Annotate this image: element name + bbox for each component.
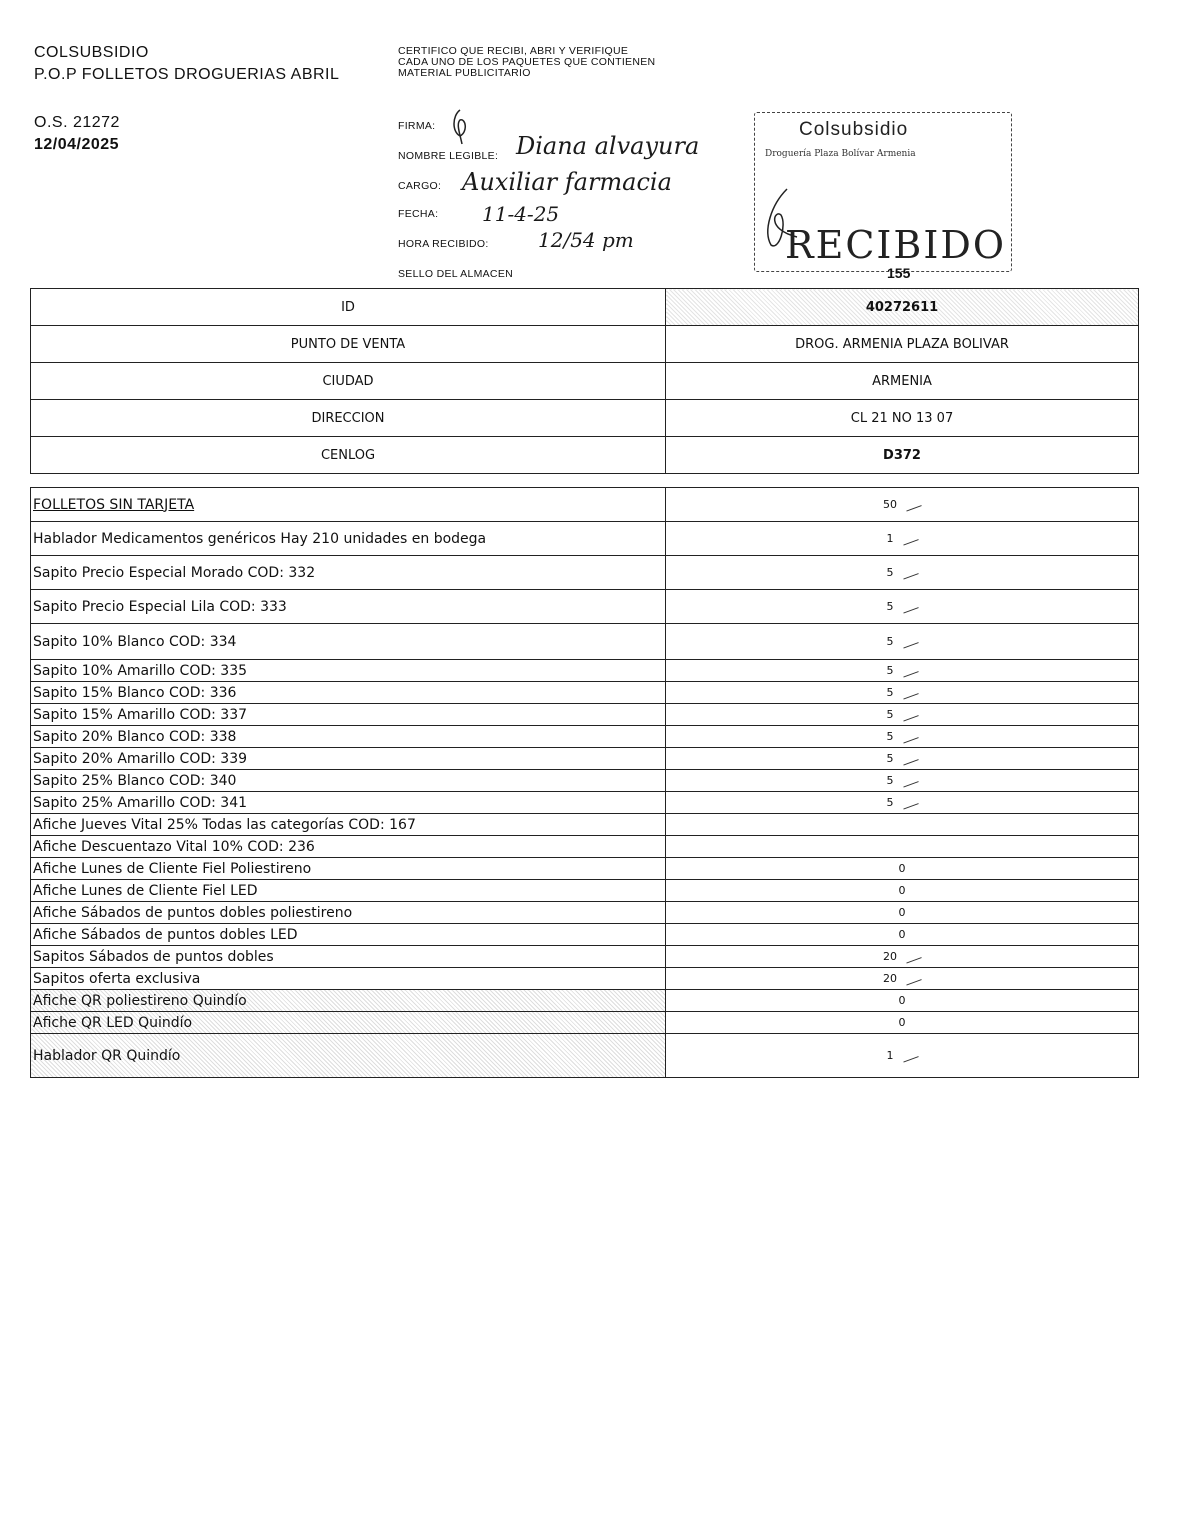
items-table [30, 487, 1139, 1078]
item-label: Sapito 15% Blanco COD: 336 [31, 682, 666, 704]
item-qty-cell [666, 946, 1139, 968]
item-qty-cell [666, 1012, 1139, 1034]
item-qty-cell [666, 704, 1139, 726]
check-mark-icon [901, 567, 918, 579]
item-qty-cell [666, 770, 1139, 792]
item-row [31, 792, 1139, 814]
stamp-brand: Colsubsidio [799, 119, 909, 140]
check-mark-icon [904, 499, 921, 511]
hora-label: HORA RECIBIDO: [398, 238, 489, 250]
item-label: FOLLETOS SIN TARJETA [31, 488, 666, 522]
pv-label: PUNTO DE VENTA [31, 326, 666, 363]
item-row [31, 990, 1139, 1012]
address-label: DIRECCION [31, 400, 666, 437]
item-label: Afiche Jueves Vital 25% Todas las categorías COD: 167 [31, 814, 666, 836]
cenlog-value: D372 [666, 437, 1139, 474]
document-header [34, 42, 339, 156]
store-row-id [31, 289, 1139, 326]
item-qty: 20 [883, 972, 897, 985]
item-label: Afiche Sábados de puntos dobles poliestireno [31, 902, 666, 924]
item-qty-cell [666, 968, 1139, 990]
item-qty: 1 [886, 1049, 894, 1062]
item-row [31, 556, 1139, 590]
item-qty: 5 [886, 686, 894, 699]
cargo-label: CARGO: [398, 180, 442, 192]
item-label: Afiche Descuentazo Vital 10% COD: 236 [31, 836, 666, 858]
item-qty: 5 [886, 566, 894, 579]
item-row [31, 488, 1139, 522]
city-label: CIUDAD [31, 363, 666, 400]
check-mark-icon [901, 665, 918, 677]
item-qty: 50 [883, 498, 897, 511]
item-qty-cell [666, 990, 1139, 1012]
item-row [31, 704, 1139, 726]
check-mark-icon [901, 775, 918, 787]
item-qty-cell [666, 902, 1139, 924]
item-qty: 0 [898, 994, 906, 1007]
id-value: 40272611 [666, 289, 1139, 326]
item-row [31, 836, 1139, 858]
item-row [31, 814, 1139, 836]
check-mark-icon [901, 1050, 918, 1062]
item-label: Hablador Medicamentos genéricos Hay 210 unidades en bodega [31, 522, 666, 556]
hora-handwritten: 12/54 pm [538, 228, 634, 252]
item-qty-cell [666, 556, 1139, 590]
signature-mark [448, 106, 474, 146]
item-qty: 0 [898, 884, 906, 897]
order-number: O.S. 21272 [34, 114, 120, 131]
item-label: Sapito 15% Amarillo COD: 337 [31, 704, 666, 726]
item-label: Afiche QR poliestireno Quindío [31, 990, 666, 1012]
item-label: Sapito 10% Blanco COD: 334 [31, 624, 666, 660]
item-row [31, 880, 1139, 902]
item-qty-cell [666, 858, 1139, 880]
item-row [31, 522, 1139, 556]
item-row [31, 726, 1139, 748]
item-row [31, 748, 1139, 770]
store-row-cenlog [31, 437, 1139, 474]
item-row [31, 858, 1139, 880]
item-row [31, 924, 1139, 946]
item-qty-cell [666, 836, 1139, 858]
item-label: Sapito 20% Blanco COD: 338 [31, 726, 666, 748]
item-row [31, 1012, 1139, 1034]
item-label: Afiche Lunes de Cliente Fiel Poliestireno [31, 858, 666, 880]
item-qty-cell [666, 522, 1139, 556]
item-qty: 5 [886, 774, 894, 787]
check-mark-icon [904, 951, 921, 963]
store-row-city [31, 363, 1139, 400]
item-qty: 5 [886, 635, 894, 648]
item-qty-cell [666, 748, 1139, 770]
check-mark-icon [904, 973, 921, 985]
item-qty-cell [666, 624, 1139, 660]
item-qty-cell [666, 726, 1139, 748]
nombre-label: NOMBRE LEGIBLE: [398, 150, 499, 162]
stamp-subtitle: Droguería Plaza Bolívar Armenia [765, 149, 916, 159]
company-name: COLSUBSIDIO [34, 44, 149, 61]
item-qty: 0 [898, 928, 906, 941]
item-qty: 1 [886, 532, 894, 545]
item-qty-cell [666, 814, 1139, 836]
firma-label: FIRMA: [398, 120, 436, 132]
sello-label: SELLO DEL ALMACEN [398, 268, 514, 280]
item-label: Sapitos Sábados de puntos dobles [31, 946, 666, 968]
check-mark-icon [901, 753, 918, 765]
check-mark-icon [901, 601, 918, 613]
item-qty-cell [666, 880, 1139, 902]
check-mark-icon [901, 797, 918, 809]
fecha-handwritten: 11-4-25 [482, 202, 560, 226]
item-row [31, 770, 1139, 792]
check-mark-icon [901, 687, 918, 699]
item-qty-cell [666, 682, 1139, 704]
item-qty: 0 [898, 906, 906, 919]
received-stamp [754, 112, 1012, 281]
certification-text: CERTIFICO QUE RECIBI, ABRI Y VERIFIQUE CADA UNO DE LOS PAQUETES QUE CONTIENEN MATERIAL PUBLICITARIO [398, 45, 656, 79]
item-row [31, 624, 1139, 660]
item-label: Hablador QR Quindío [31, 1034, 666, 1078]
pv-value: DROG. ARMENIA PLAZA BOLIVAR [666, 326, 1139, 363]
item-qty-cell [666, 590, 1139, 624]
check-mark-icon [901, 709, 918, 721]
item-qty: 0 [898, 862, 906, 875]
item-row [31, 902, 1139, 924]
item-label: Afiche Sábados de puntos dobles LED [31, 924, 666, 946]
cargo-handwritten: Auxiliar farmacia [462, 168, 672, 196]
check-mark-icon [901, 731, 918, 743]
store-info-table [30, 288, 1139, 474]
campaign-title: P.O.P FOLLETOS DROGUERIAS ABRIL [34, 66, 340, 83]
item-qty: 0 [898, 1016, 906, 1029]
item-qty: 5 [886, 752, 894, 765]
item-row [31, 968, 1139, 990]
item-qty-cell [666, 924, 1139, 946]
fecha-label: FECHA: [398, 208, 439, 220]
item-qty-cell [666, 660, 1139, 682]
stamp-number: 155 [887, 265, 911, 281]
item-row [31, 1034, 1139, 1078]
item-row [31, 590, 1139, 624]
item-row [31, 682, 1139, 704]
cenlog-label: CENLOG [31, 437, 666, 474]
city-value: ARMENIA [666, 363, 1139, 400]
check-mark-icon [901, 636, 918, 648]
item-qty-cell [666, 1034, 1139, 1078]
stamp-status: RECIBIDO [785, 223, 1006, 267]
id-label: ID [31, 289, 666, 326]
item-qty-cell [666, 488, 1139, 522]
item-qty-cell [666, 792, 1139, 814]
item-qty: 20 [883, 950, 897, 963]
item-label: Sapito 25% Amarillo COD: 341 [31, 792, 666, 814]
item-qty: 5 [886, 796, 894, 809]
address-value: CL 21 NO 13 07 [666, 400, 1139, 437]
item-qty: 5 [886, 730, 894, 743]
document-date: 12/04/2025 [34, 136, 120, 153]
item-label: Sapito Precio Especial Lila COD: 333 [31, 590, 666, 624]
store-row-pv [31, 326, 1139, 363]
item-label: Afiche Lunes de Cliente Fiel LED [31, 880, 666, 902]
item-qty: 5 [886, 708, 894, 721]
item-label: Sapito 10% Amarillo COD: 335 [31, 660, 666, 682]
item-row [31, 946, 1139, 968]
check-mark-icon [901, 533, 918, 545]
item-row [31, 660, 1139, 682]
store-row-address [31, 400, 1139, 437]
item-qty: 5 [886, 664, 894, 677]
nombre-handwritten: Diana alvayura [516, 132, 700, 160]
item-qty: 5 [886, 600, 894, 613]
item-label: Afiche QR LED Quindío [31, 1012, 666, 1034]
item-label: Sapito 20% Amarillo COD: 339 [31, 748, 666, 770]
item-label: Sapito 25% Blanco COD: 340 [31, 770, 666, 792]
item-label: Sapito Precio Especial Morado COD: 332 [31, 556, 666, 590]
item-label: Sapitos oferta exclusiva [31, 968, 666, 990]
